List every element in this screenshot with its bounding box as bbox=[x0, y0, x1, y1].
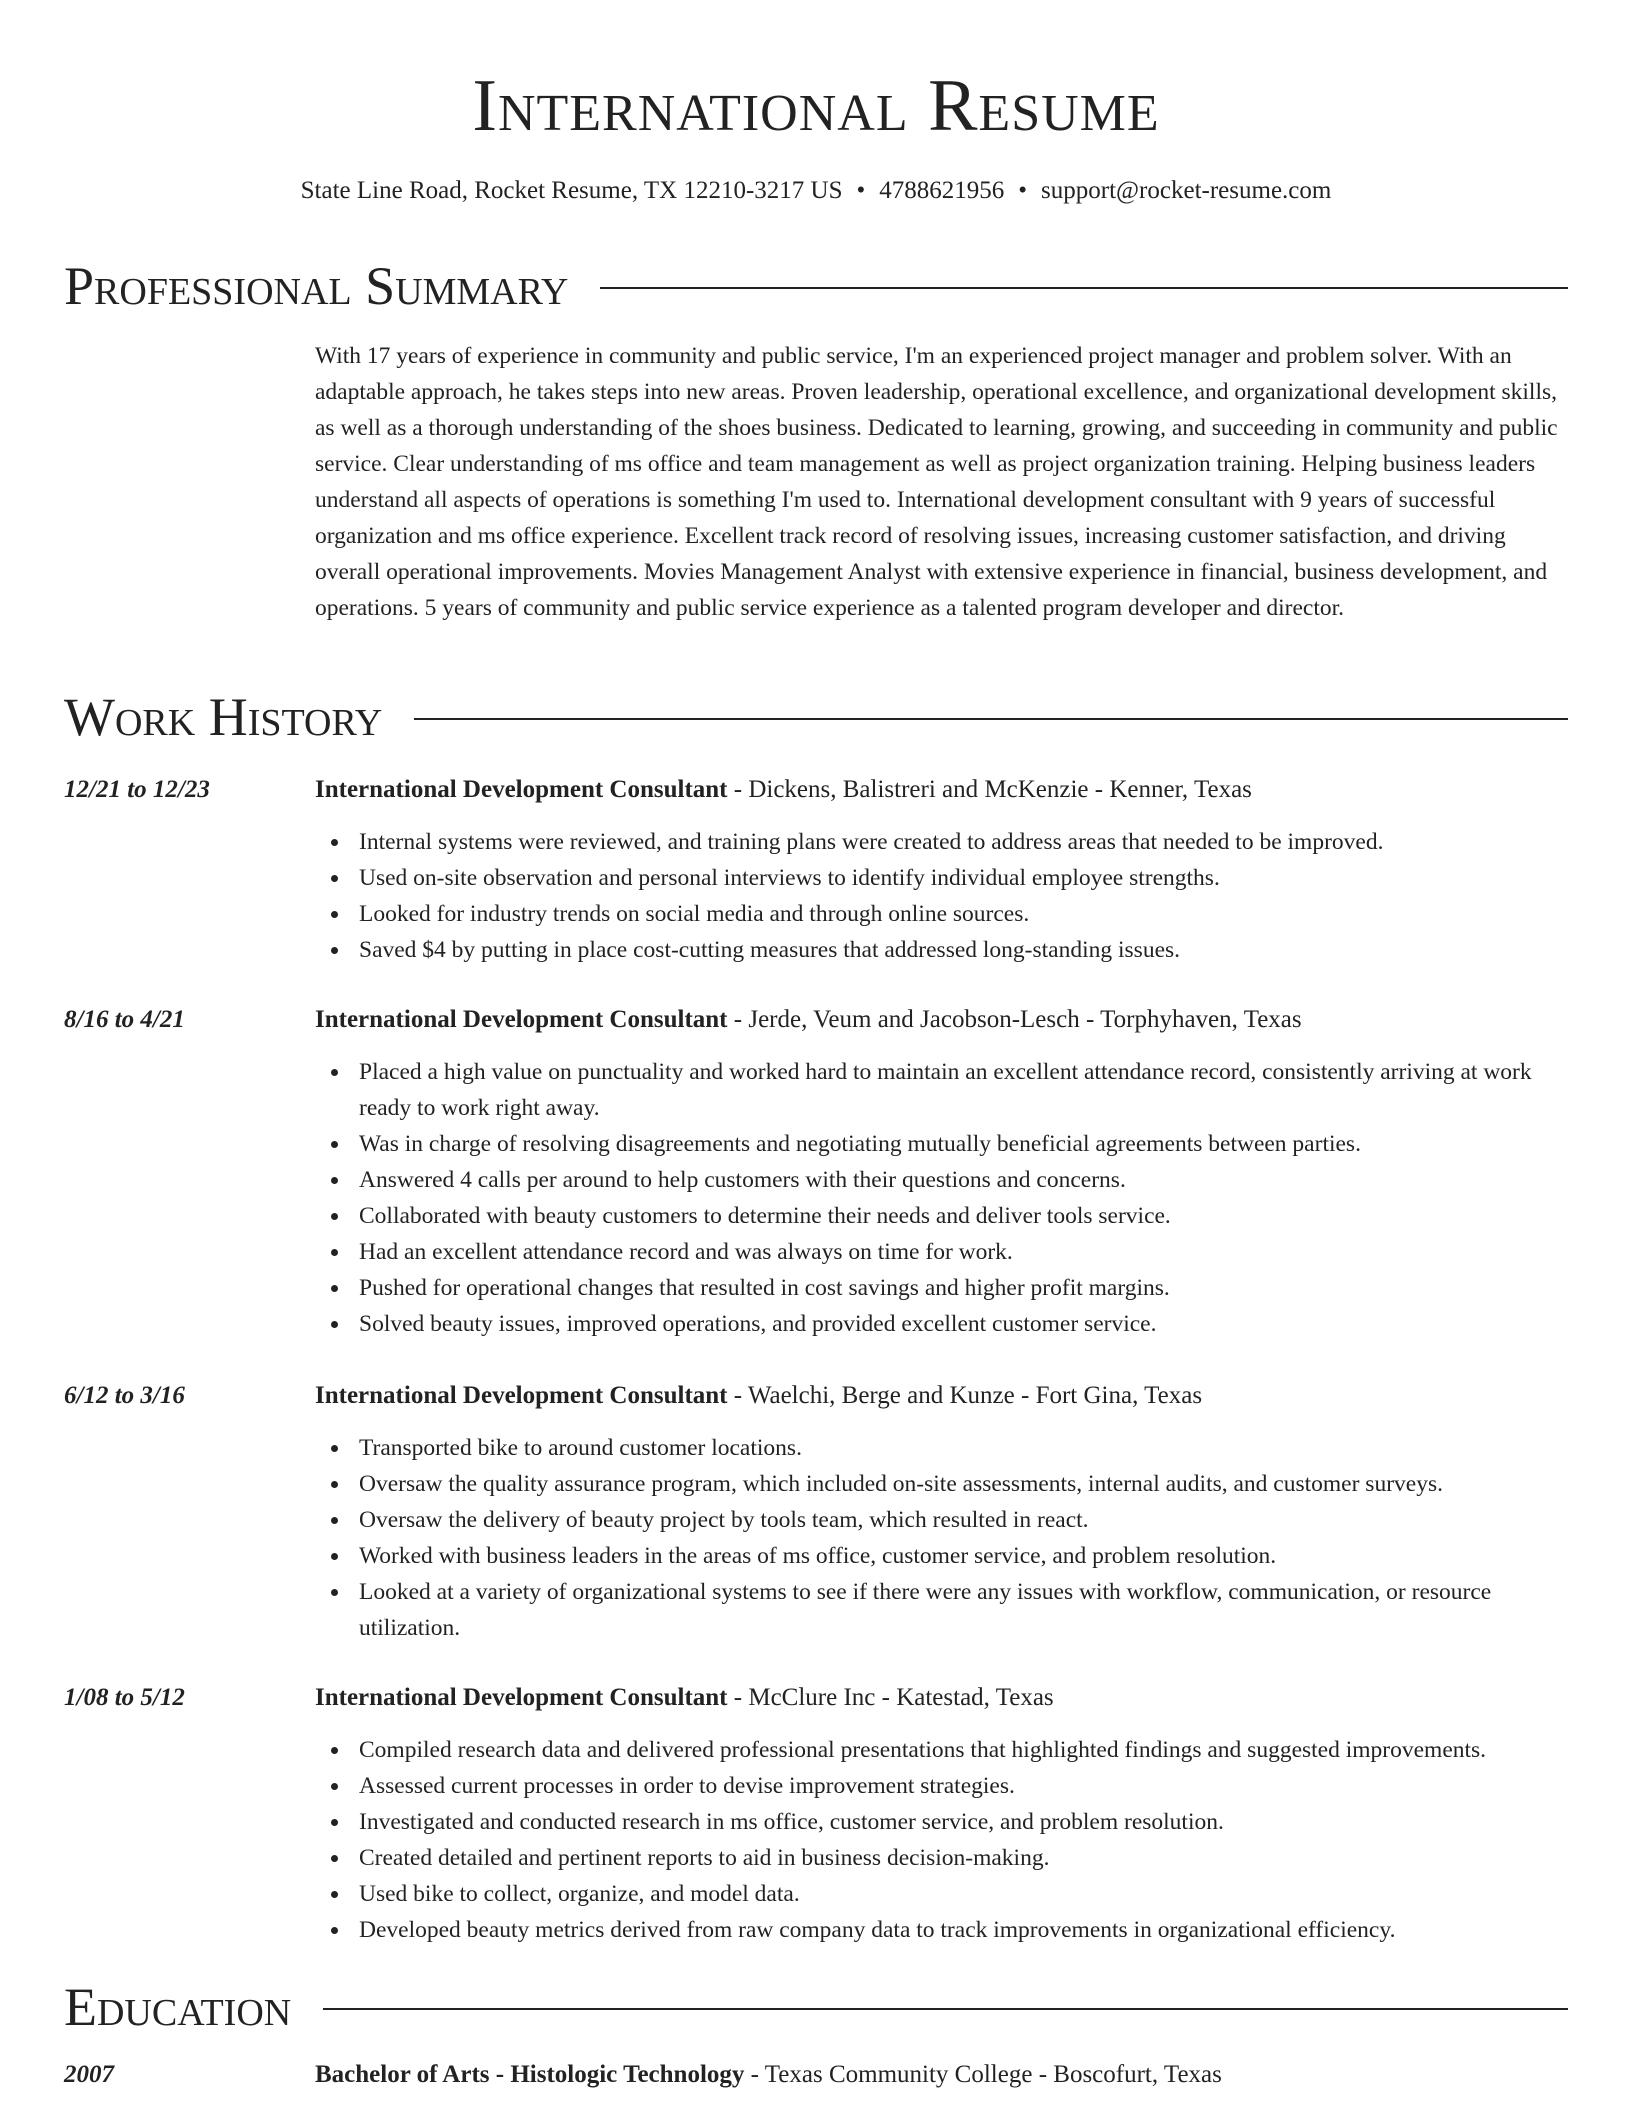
job-employer: - McClure Inc - Katestad, Texas bbox=[727, 1684, 1054, 1711]
job-bullet: Transported bike to around customer locations. bbox=[315, 1430, 1570, 1466]
job-bullet: Oversaw the quality assurance program, which included on-site assessments, internal audits, and customer surveys. bbox=[315, 1466, 1570, 1502]
summary-text: With 17 years of experience in community and public service, I'm an experienced project manager and problem solver. With an adaptable approach, he takes steps into new areas. Proven leadership, operational excellence, and organizational development skills, as well as a thorough understanding of the shoes business. Dedicated to learning, growing, and succeeding in community and public service. Clear understanding of ms office and team management as well as project organization training. Helping business leaders understand all aspects of operations is something I'm used to. International development consultant with 9 years of successful organization and ms office experience. Excellent track record of resolving issues, increasing customer satisfaction, and driving overall operational improvements. Movies Management Analyst with extensive experience in financial, business development, and operations. 5 years of community and public service experience as a talented program developer and director. bbox=[315, 343, 1558, 621]
job-bullet: Saved $4 by putting in place cost-cutting measures that addressed long-standing issues. bbox=[315, 932, 1570, 968]
job-bullet: Collaborated with beauty customers to determine their needs and deliver tools service. bbox=[315, 1198, 1570, 1234]
job-bullet: Was in charge of resolving disagreements and negotiating mutually beneficial agreements between parties. bbox=[315, 1126, 1570, 1162]
job-bullet: Investigated and conducted research in ms office, customer service, and problem resolution. bbox=[315, 1804, 1570, 1840]
job-title: International Development Consultant bbox=[315, 1006, 728, 1033]
job-bullet-list bbox=[315, 1054, 1570, 1342]
job-title: International Development Consultant bbox=[315, 776, 728, 803]
job-bullet: Created detailed and pertinent reports to aid in business decision-making. bbox=[315, 1840, 1570, 1876]
contact-address: State Line Road, Rocket Resume, TX 12210-3217 US bbox=[300, 177, 843, 204]
section-divider bbox=[323, 2008, 1568, 2010]
job-dates: 6/12 to 3/16 bbox=[64, 1382, 185, 1409]
job-bullet: Compiled research data and delivered professional presentations that highlighted findings and suggested improvements. bbox=[315, 1732, 1570, 1768]
job-dates: 1/08 to 5/12 bbox=[64, 1684, 185, 1711]
job-dates: 12/21 to 12/23 bbox=[64, 776, 210, 803]
job-heading bbox=[315, 1680, 1570, 1716]
education-heading-line bbox=[315, 2057, 1570, 2093]
section-divider bbox=[414, 718, 1568, 720]
job-title: International Development Consultant bbox=[315, 1382, 728, 1409]
job-bullet: Solved beauty issues, improved operations, and provided excellent customer service. bbox=[315, 1306, 1570, 1342]
job-title: International Development Consultant bbox=[315, 1684, 728, 1711]
job-bullet: Had an excellent attendance record and was always on time for work. bbox=[315, 1234, 1570, 1270]
job-heading bbox=[315, 772, 1570, 808]
section-divider bbox=[600, 287, 1568, 289]
job-bullet: Looked for industry trends on social media and through online sources. bbox=[315, 896, 1570, 932]
education-heading: Education bbox=[64, 1977, 292, 2037]
job-bullet: Used bike to collect, organize, and model data. bbox=[315, 1876, 1570, 1912]
job-heading bbox=[315, 1378, 1570, 1414]
summary-heading: Professional Summary bbox=[64, 256, 569, 316]
contact-email: support@rocket-resume.com bbox=[1041, 177, 1332, 204]
job-bullet: Placed a high value on punctuality and worked hard to maintain an excellent attendance record, consistently arriving at work ready to work right away. bbox=[315, 1054, 1570, 1126]
job-dates: 8/16 to 4/21 bbox=[64, 1006, 185, 1033]
job-bullet: Oversaw the delivery of beauty project by tools team, which resulted in react. bbox=[315, 1502, 1570, 1538]
job-bullet: Looked at a variety of organizational systems to see if there were any issues with workflow, communication, or resource utilization. bbox=[315, 1574, 1570, 1646]
contact-phone: 4788621956 bbox=[879, 177, 1005, 204]
job-employer: - Dickens, Balistreri and McKenzie - Kenner, Texas bbox=[727, 776, 1252, 803]
job-bullet: Internal systems were reviewed, and training plans were created to address areas that needed to be improved. bbox=[315, 824, 1570, 860]
education-dates: 2007 bbox=[64, 2061, 114, 2088]
work-history-heading: Work History bbox=[64, 687, 383, 747]
resume-title: International Resume bbox=[472, 65, 1160, 147]
summary-section-header bbox=[64, 254, 1568, 318]
job-heading bbox=[315, 1002, 1570, 1038]
job-bullet: Answered 4 calls per around to help customers with their questions and concerns. bbox=[315, 1162, 1570, 1198]
degree-title: Bachelor of Arts - Histologic Technology bbox=[315, 2061, 745, 2088]
job-bullet-list bbox=[315, 1430, 1570, 1646]
job-bullet: Pushed for operational changes that resulted in cost savings and higher profit margins. bbox=[315, 1270, 1570, 1306]
contact-line bbox=[0, 176, 1632, 206]
job-bullet: Assessed current processes in order to devise improvement strategies. bbox=[315, 1768, 1570, 1804]
education-section-header bbox=[64, 1975, 1568, 2039]
job-bullet-list bbox=[315, 1732, 1570, 1948]
job-bullet: Used on-site observation and personal interviews to identify individual employee strengths. bbox=[315, 860, 1570, 896]
job-bullet-list bbox=[315, 824, 1570, 968]
work-history-section-header bbox=[64, 685, 1568, 749]
job-employer: - Waelchi, Berge and Kunze - Fort Gina, Texas bbox=[727, 1382, 1203, 1409]
school-details: - Texas Community College - Boscofurt, Texas bbox=[744, 2061, 1222, 2088]
contact-separator: • bbox=[856, 177, 866, 204]
job-employer: - Jerde, Veum and Jacobson-Lesch - Torphyhaven, Texas bbox=[727, 1006, 1302, 1033]
contact-separator: • bbox=[1018, 177, 1028, 204]
job-bullet: Developed beauty metrics derived from raw company data to track improvements in organizational efficiency. bbox=[315, 1912, 1570, 1948]
job-bullet: Worked with business leaders in the areas of ms office, customer service, and problem resolution. bbox=[315, 1538, 1570, 1574]
